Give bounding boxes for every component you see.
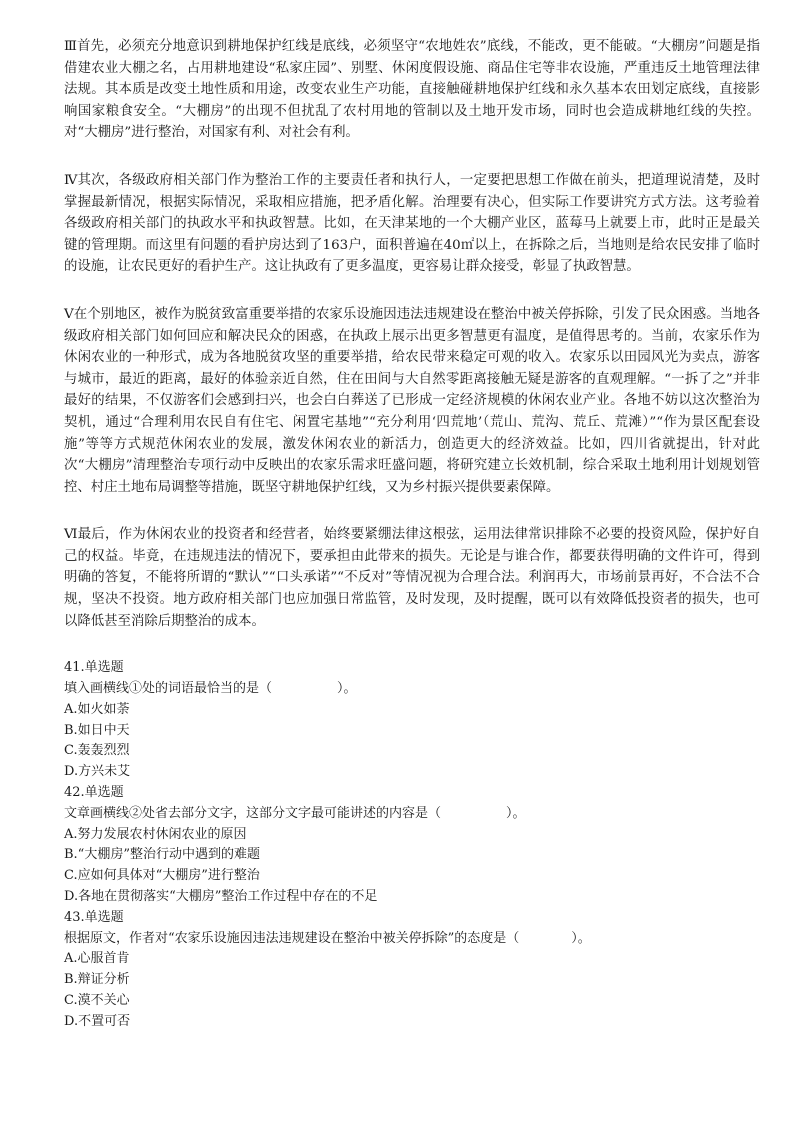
option-d[interactable]: D.各地在贯彻落实“大棚房”整治工作过程中存在的不足	[64, 889, 378, 905]
paragraph-3: Ⅲ首先，必须充分地意识到耕地保护红线是底线，必须坚守“农地姓农”底线，不能改，更不能破。“大棚房”问题是指借建农业大棚之名，占用耕地建设“私家庄园”、别墅、休闲度假设施、商品住宅等非农设施，严重违反土地管理法律法规。其本质是改变土地性质和用途，改变农业生产功能，直接触碰耕地保护红线和永久基本农田划定底线，直接影响国家粮食安全。“大棚房”的出现不但扰乱了农村用地的管制以及土地开发市场，同时也会造成耕地红线的失控。对“大棚房”进行整治，对国家有利、对社会有利。	[64, 39, 760, 141]
paragraph-6: Ⅵ最后，作为休闲农业的投资者和经营者，始终要紧绷法律这根弦，运用法律常识排除不必要的投资风险，保护好自己的权益。毕竟，在违规违法的情况下，要承担由此带来的损失。无论是与谁合作，都要获得明确的文件许可，得到明确的答复，不能将所谓的“默认”“口头承诺”“不反对”等情况视为合理合法。利润再大，市场前景再好，不合法不合规，坚决不投资。地方政府相关部门也应加强日常监管，及时发现，及时提醒，既可以有效降低投资者的损失，也可以降低甚至消除后期整治的成本。	[64, 527, 760, 629]
question-number: 43.单选题	[64, 909, 124, 925]
question-stem: 根据原文，作者对“农家乐设施因违法违规建设在整治中被关停拆除”的态度是（ ）。	[64, 930, 591, 946]
question-stem: 文章画横线②处省去部分文字，这部分文字最可能讲述的内容是（ ）。	[64, 805, 526, 821]
question-43	[64, 908, 760, 1033]
question-number: 42.单选题	[64, 785, 124, 801]
option-b[interactable]: B.如日中天	[64, 722, 130, 738]
question-stem: 填入画横线①处的词语最恰当的是（ ）。	[64, 681, 357, 697]
paragraph-4: Ⅳ其次，各级政府相关部门作为整治工作的主要责任者和执行人，一定要把思想工作做在前头，把道理说清楚，及时掌握最新情况，根据实际情况，采取相应措施，把矛盾化解。治理要有决心，但实际工作要讲究方式方法。这考验着各级政府相关部门的执政水平和执政智慧。比如，在天津某地的一个大棚产业区，蓝莓马上就要上市，此时正是最关键的管理期。而这里有问题的看护房达到了163户，面积普遍在40㎡以上，在拆除之后，当地则是给农民安排了临时的设施，让农民更好的看护生产。这让执政有了更多温度，更容易让群众接受，彰显了执政智慧。	[64, 172, 760, 275]
option-a[interactable]: A.心服首肯	[64, 951, 130, 967]
option-c[interactable]: C.漠不关心	[64, 993, 130, 1008]
question-list	[64, 658, 760, 1032]
option-c[interactable]: C.应如何具体对“大棚房”进行整治	[64, 868, 260, 884]
question-41	[64, 658, 760, 783]
option-b[interactable]: B.“大棚房”整治行动中遇到的难题	[64, 847, 260, 863]
option-a[interactable]: A.如火如荼	[64, 701, 130, 717]
option-d[interactable]: D.不置可否	[64, 1013, 131, 1029]
option-b[interactable]: B.辩证分析	[64, 972, 130, 988]
reading-passage	[64, 36, 760, 632]
option-d[interactable]: D.方兴未艾	[64, 764, 131, 780]
question-42	[64, 783, 760, 908]
option-c[interactable]: C.轰轰烈烈	[64, 743, 130, 759]
paragraph-5: Ⅴ在个别地区，被作为脱贫致富重要举措的农家乐设施因违法违规建设在整治中被关停拆除，引发了民众困惑。当地各级政府相关部门如何回应和解决民众的困惑，在执政上展示出更多智慧更有温度，是值得思考的。当前，农家乐作为休闲农业的一种形式，成为各地脱贫攻坚的重要举措，给农民带来稳定可观的收入。农家乐以田园风光为卖点，游客与城市，最近的距离，最好的体验亲近自然，住在田间与大自然零距离接触无疑是游客的直观理解。“一拆了之”并非最好的结果，不仅游客们会感到扫兴，也会白白葬送了已形成一定经济规模的休闲农业产业。各地不妨以这次整治为契机，通过“合理利用农民自有住宅、闲置宅基地”“充分利用‘四荒地’（荒山、荒沟、荒丘、荒滩）”“作为景区配套设施”等等方式规范休闲农业的发展，激发休闲农业的新活力，创造更大的经济效益。比如，四川省就提出，针对此次“大棚房”清理整治专项行动中反映出的农家乐需求旺盛问题，将研究建立长效机制，综合采取土地利用计划规划管控、村庄土地布局调整等措施，既坚守耕地保护红线，又为乡村振兴提供要素保障。	[64, 306, 760, 495]
option-a[interactable]: A.努力发展农村休闲农业的原因	[64, 826, 247, 842]
question-number: 41.单选题	[64, 660, 124, 676]
